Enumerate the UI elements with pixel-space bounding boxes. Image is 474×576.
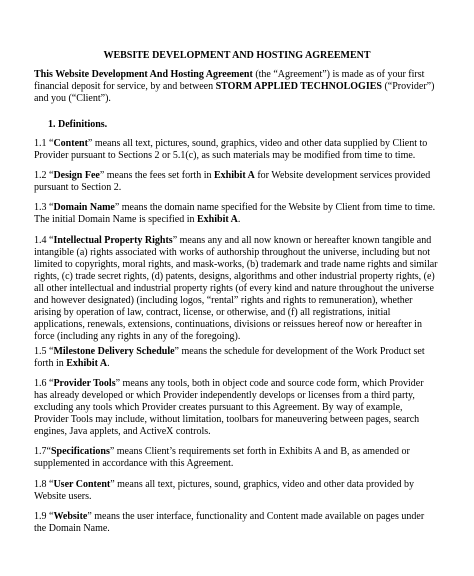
clause-text: The initial Domain Name is specified in (34, 214, 198, 225)
defined-term: Provider Tools (53, 378, 116, 389)
clause-line (34, 378, 444, 390)
clause-line (34, 346, 444, 358)
clause-text: ” means all text, pictures, sound, graphics, video and other data provided by (110, 479, 415, 490)
defined-term: Intellectual Property Rights (53, 235, 173, 246)
clause-line: force (including any rights in any of the foregoing). (34, 331, 241, 342)
clause-line (34, 235, 444, 247)
exhibit-reference: Exhibit A (213, 170, 255, 181)
clause-text: ” means the schedule for development of the Work Product set (174, 346, 425, 357)
clause-line: the Domain Name. (34, 523, 110, 534)
clause-line (34, 446, 444, 458)
clause-1-6 (34, 378, 444, 438)
clause-text: ” means all text, pictures, sound, graphics, video and other data supplied by Client to (87, 138, 428, 149)
intro-line-2-post: (“Provider”) (381, 81, 435, 92)
clause-line: arising by operation of law, contract, license, or otherwise, and (f) all registrations, initial (34, 307, 391, 318)
defined-term: Content (53, 138, 88, 149)
clause-number: 1.2 “ (34, 170, 54, 181)
intro-line-1 (34, 69, 444, 81)
clause-number: 1.1 “ (34, 138, 54, 149)
intro-line-2-text: financial deposit for service, by and between (34, 81, 216, 92)
clause-1-2 (34, 170, 444, 194)
intro-line-3: and you (“Client”). (34, 93, 111, 104)
defined-term: Website (53, 511, 88, 522)
clause-number: 1.9 “ (34, 511, 54, 522)
clause-line: all other intellectual and industrial property rights (of every kind and nature throughout the universe (34, 283, 434, 294)
agreement-name: This Website Development And Hosting Agreement (34, 69, 253, 80)
clause-line: intangible (a) rights associated with works of authorship throughout the universe, including but not (34, 247, 431, 258)
clause-text: ” means any and all now known or hereafter known tangible and (172, 235, 432, 246)
clause-text: ” means the domain name specified for the Website by Client from time to time. (114, 202, 436, 213)
clause-line: and however designated) (including logos, “rental” rights and rights to remuneration), whether (34, 295, 413, 306)
clause-1-8 (34, 479, 444, 503)
defined-term: Milestone Delivery Schedule (53, 346, 175, 357)
clause-line: supplemented in accordance with this Agreement. (34, 458, 234, 469)
clause-line: Website users. (34, 491, 92, 502)
clause-number: 1.5 “ (34, 346, 54, 357)
clause-text: ” means Client’s requirements set forth in Exhibits A and B, as amended or (109, 446, 410, 457)
clause-line: applications, renewals, extensions, continuations, divisions or reissues hereof now or hereafter in (34, 319, 422, 330)
intro-paragraph (34, 69, 444, 105)
clause-1-1 (34, 138, 444, 162)
clause-line: engines, Java applets, and ActiveX controls. (34, 426, 211, 437)
defined-term: Domain Name (53, 202, 115, 213)
exhibit-reference: Exhibit A (197, 214, 238, 225)
document-title: WEBSITE DEVELOPMENT AND HOSTING AGREEMENT (103, 50, 371, 61)
defined-term: User Content (53, 479, 111, 490)
clause-text: ” means any tools, both in object code and source code form, which Provider (115, 378, 424, 389)
clause-1-9 (34, 511, 444, 535)
exhibit-reference: Exhibit A (66, 358, 108, 369)
clause-line: has already developed or which Provider independently develops or licenses from a third party, (34, 390, 415, 401)
definitions-heading: 1. Definitions. (48, 119, 108, 130)
clause-line: Provider pursuant to Sections 2 or 5.1(c), as such materials may be modified from time to time. (34, 150, 416, 161)
defined-term: Design Fee (53, 170, 100, 181)
clause-line (34, 358, 444, 370)
clause-line (34, 202, 444, 214)
clause-line (34, 511, 444, 523)
clause-number: 1.4 “ (34, 235, 54, 246)
clause-1-3 (34, 202, 444, 226)
clause-number: 1.7“ (34, 446, 51, 457)
clause-line: limited to copyrights, moral rights, and mask-works, (b) trademark and trade name rights and similar (34, 259, 438, 270)
clause-line (34, 479, 444, 491)
clause-1-4 (34, 235, 444, 343)
defined-term: Specifications (50, 446, 110, 457)
clause-number: 1.8 “ (34, 479, 54, 490)
clause-line: excluding any tools which Provider creates pursuant to this Agreement. By way of example, (34, 402, 403, 413)
clause-text: for Website development services provided (254, 170, 431, 181)
clause-line: rights, (c) trade secret rights, (d) patents, designs, algorithms and other industrial property rights, (e) (34, 271, 435, 282)
clause-line: Provider Tools may include, without limitation, toolbars for maneuvering between pages, search (34, 414, 420, 425)
clause-number: 1.6 “ (34, 378, 54, 389)
clause-line: pursuant to Section 2. (34, 182, 122, 193)
clause-text: . (107, 358, 110, 369)
intro-line-1-text: (the “Agreement”) is made as of your first (252, 69, 425, 80)
intro-line-2 (34, 81, 444, 93)
clause-1-5 (34, 346, 444, 370)
clause-line (34, 214, 444, 226)
clause-line (34, 170, 444, 182)
clause-text: . (237, 214, 241, 225)
provider-name: STORM APPLIED TECHNOLOGIES (215, 81, 382, 92)
clause-text: forth in (34, 358, 67, 369)
clause-text: ” means the fees set forth in (99, 170, 214, 181)
clause-text: ” means the user interface, functionality and Content made available on pages under (87, 511, 425, 522)
clause-line (34, 138, 444, 150)
clause-1-7 (34, 446, 444, 470)
clause-number: 1.3 “ (34, 202, 54, 213)
